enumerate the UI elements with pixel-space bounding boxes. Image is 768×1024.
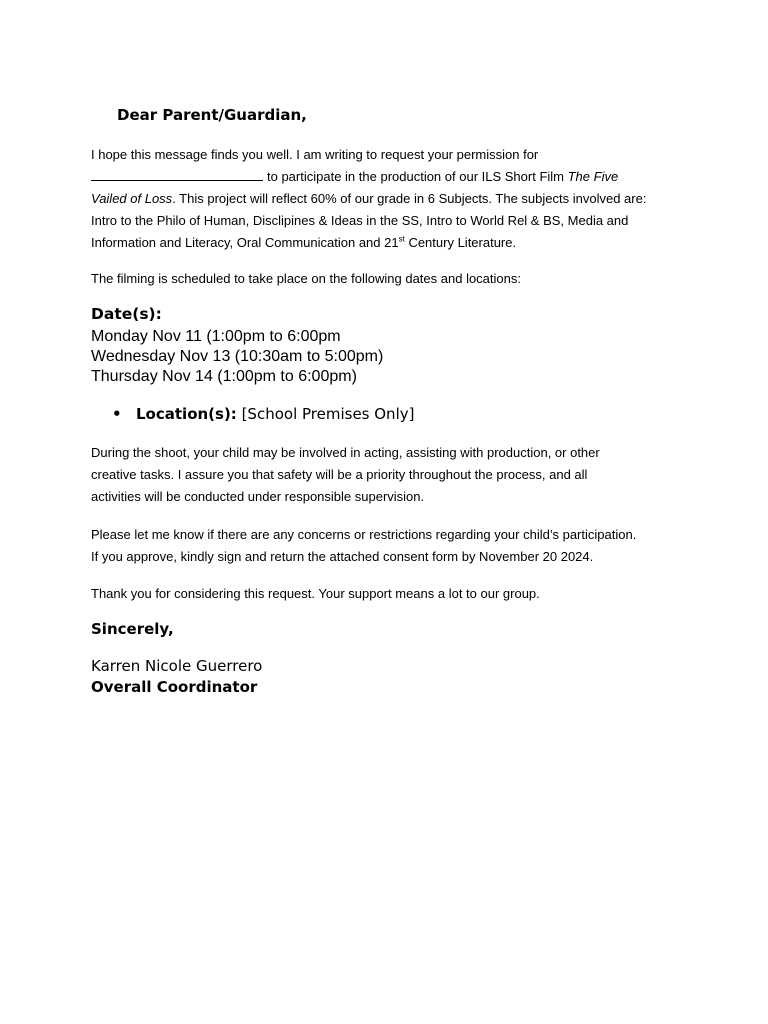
concerns-line-2: If you approve, kindly sign and return the attached consent form by November 20 2024.	[91, 549, 594, 564]
dates-heading: Date(s):	[91, 305, 162, 323]
bullet-icon: •	[112, 405, 122, 423]
during-line-1: During the shoot, your child may be involved in acting, assisting with production, or other	[91, 445, 600, 460]
location-value: [School Premises Only]	[236, 405, 415, 423]
concerns-paragraph	[91, 524, 691, 568]
intro-line-2-text: to participate in the production of our ILS Short Film	[267, 169, 568, 184]
during-line-2: creative tasks. I assure you that safety will be a priority throughout the process, and all	[91, 467, 588, 482]
salutation: Dear Parent/Guardian,	[117, 106, 307, 124]
closing: Sincerely,	[91, 620, 174, 638]
signer-name: Karren Nicole Guerrero	[91, 657, 263, 675]
signer-role: Overall Coordinator	[91, 678, 258, 696]
concerns-line-1: Please let me know if there are any concerns or restrictions regarding your child’s participation.	[91, 527, 637, 542]
intro-line-4: Intro to the Philo of Human, Disclipines & Ideas in the SS, Intro to World Rel & BS, Media and	[91, 213, 629, 228]
date-item: Thursday Nov 14 (1:00pm to 6:00pm)	[91, 368, 357, 385]
intro-line-5-post: Century Literature.	[404, 235, 517, 250]
during-line-3: activities will be conducted under responsible supervision.	[91, 489, 425, 504]
intro-line-5	[91, 232, 691, 254]
intro-line-3-text: . This project will reflect 60% of our grade in 6 Subjects. The subjects involved are:	[172, 191, 647, 206]
location-item	[112, 405, 414, 423]
date-item: Monday Nov 11 (1:00pm to 6:00pm	[91, 328, 341, 345]
filming-intro-text: The filming is scheduled to take place on the following dates and locations:	[91, 271, 521, 286]
intro-line-5-pre: Information and Literacy, Oral Communication and 21	[91, 235, 399, 250]
location-label: Location(s):	[136, 405, 237, 423]
intro-paragraph	[91, 144, 691, 254]
thanks-paragraph	[91, 583, 691, 605]
signature-block	[91, 656, 262, 698]
filming-intro	[91, 268, 691, 290]
thanks-text: Thank you for considering this request. Your support means a lot to our group.	[91, 586, 540, 601]
film-title-part-2: Vailed of Loss	[91, 191, 173, 206]
intro-line-3	[91, 188, 691, 210]
intro-line-2	[91, 166, 691, 188]
date-item: Wednesday Nov 13 (10:30am to 5:00pm)	[91, 348, 384, 365]
film-title-part-1: The Five	[567, 169, 619, 184]
intro-line-1: I hope this message finds you well. I am writing to request your permission for	[91, 147, 539, 162]
ordinal-suffix: st	[398, 234, 405, 244]
during-paragraph	[91, 442, 691, 508]
student-name-blank[interactable]	[91, 168, 263, 181]
date-list	[91, 327, 383, 387]
